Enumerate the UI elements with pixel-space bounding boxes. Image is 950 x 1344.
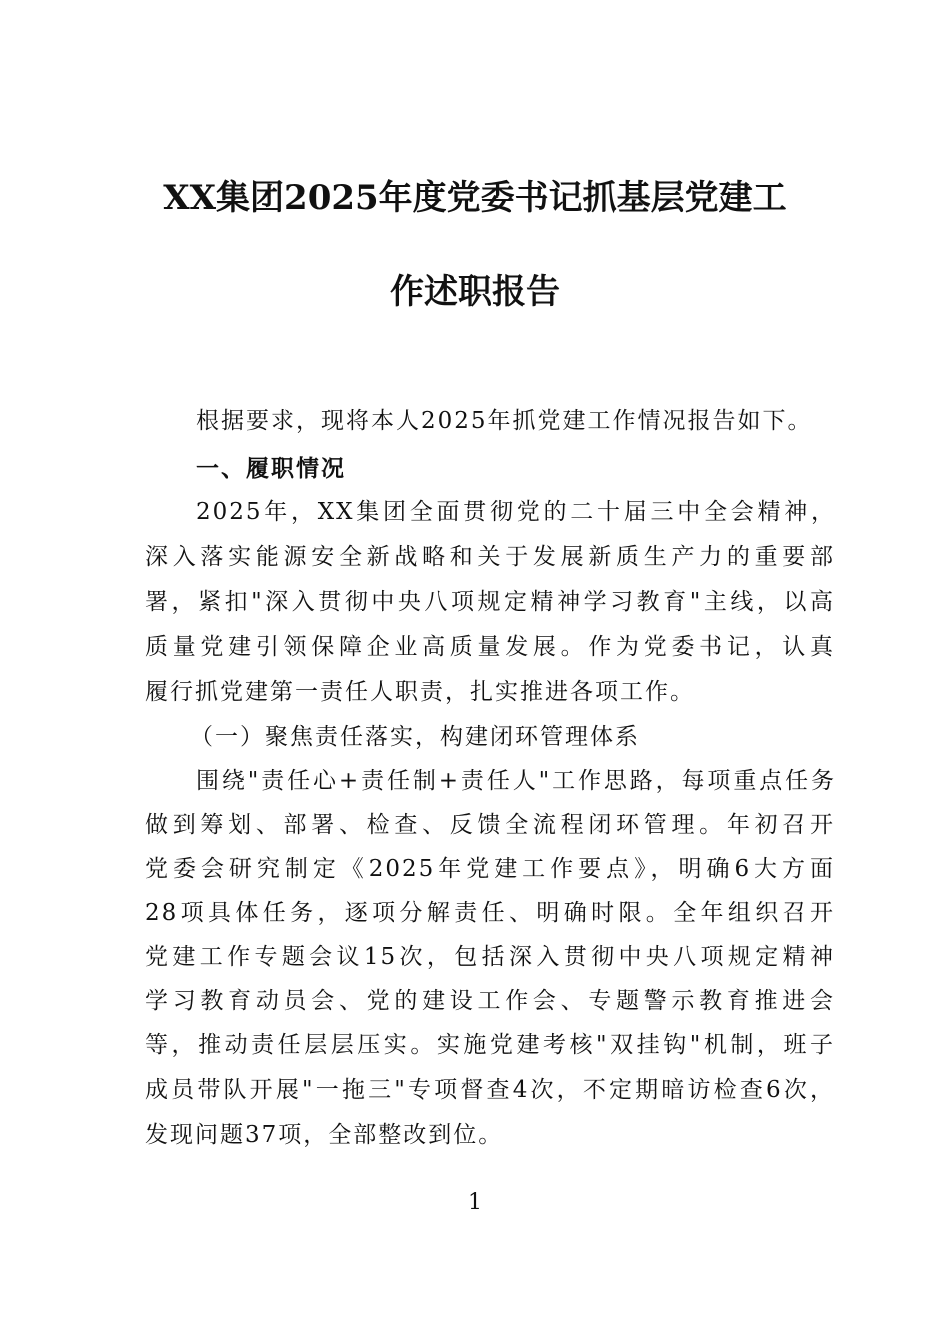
paragraph-2-line: 发现问题37项，全部整改到位。 <box>145 1122 504 1148</box>
section-heading-1: 一、履职情况 <box>196 455 346 482</box>
report-title-line-2: 作述职报告 <box>390 272 560 312</box>
paragraph-2-line: 党建工作专题会议15次，包括深入贯彻中央八项规定精神 <box>145 944 835 970</box>
paragraph-2-line: 学习教育动员会、党的建设工作会、专题警示教育推进会 <box>145 988 835 1014</box>
paragraph-1-line: 深入落实能源安全新战略和关于发展新质生产力的重要部 <box>145 544 835 570</box>
subsection-heading-1: （一）聚焦责任落实，构建闭环管理体系 <box>190 724 640 750</box>
paragraph-1-line: 履行抓党建第一责任人职责，扎实推进各项工作。 <box>145 679 695 705</box>
paragraph-2-line: 28项具体任务，逐项分解责任、明确时限。全年组织召开 <box>145 900 835 926</box>
paragraph-1-line: 2025年，XX集团全面贯彻党的二十届三中全会精神， <box>196 499 836 525</box>
paragraph-2-line: 围绕"责任心+责任制+责任人"工作思路，每项重点任务 <box>196 768 836 794</box>
paragraph-2-line: 做到筹划、部署、检查、反馈全流程闭环管理。年初召开 <box>145 812 835 838</box>
intro-paragraph: 根据要求，现将本人2025年抓党建工作情况报告如下。 <box>196 408 813 434</box>
paragraph-2-line: 党委会研究制定《2025年党建工作要点》，明确6大方面 <box>145 856 835 882</box>
paragraph-2-line: 成员带队开展"一拖三"专项督查4次，不定期暗访检查6次， <box>145 1077 835 1103</box>
paragraph-2-line: 等，推动责任层层压实。实施党建考核"双挂钩"机制，班子 <box>145 1032 835 1058</box>
page-number: 1 <box>468 1190 482 1215</box>
paragraph-1-line: 质量党建引领保障企业高质量发展。作为党委书记，认真 <box>145 634 835 660</box>
report-title-line-1: XX集团2025年度党委书记抓基层党建工 <box>163 178 787 218</box>
paragraph-1-line: 署，紧扣"深入贯彻中央八项规定精神学习教育"主线，以高 <box>145 589 835 615</box>
